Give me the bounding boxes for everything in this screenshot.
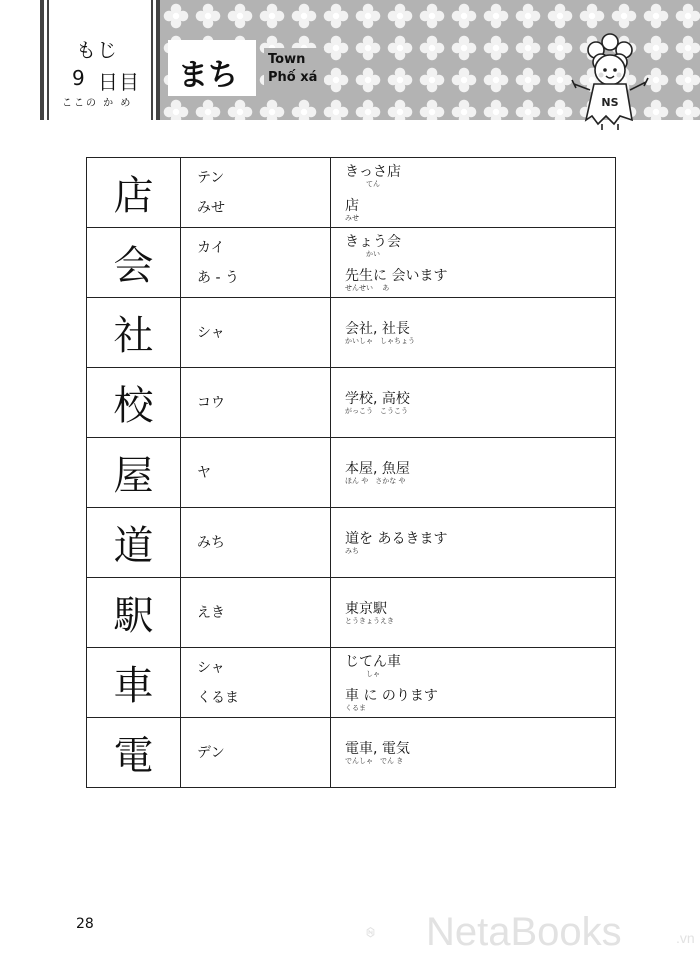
kanji-readings [181, 298, 331, 368]
example [345, 688, 615, 712]
header-bar [40, 0, 44, 120]
reading: シャ [197, 324, 225, 341]
kanji-character: 道 [87, 508, 181, 578]
kanji-character: 屋 [87, 438, 181, 508]
example-furigana: ほん や さかな や [345, 476, 406, 485]
mascot-illustration [568, 28, 652, 132]
kanji-character: 会 [87, 228, 181, 298]
reading: カイ [197, 239, 225, 256]
example [345, 321, 615, 345]
example-word: 本屋, 魚屋 [345, 460, 410, 477]
kanji-character: 校 [87, 368, 181, 438]
kanji-character: 店 [87, 158, 181, 228]
kanji-readings [181, 648, 331, 718]
example [345, 164, 615, 188]
example-furigana: せんせい あ [345, 283, 390, 292]
kanji-row [87, 368, 616, 438]
example [345, 461, 615, 485]
day-label: 日目 [98, 70, 140, 94]
example-furigana: みち [345, 546, 359, 555]
example-word: きっさ店 [345, 163, 401, 180]
page-number: 28 [76, 916, 94, 932]
subtitle-vietnamese: Phố xá [268, 70, 318, 85]
reading: テン [197, 169, 225, 186]
kanji-examples [331, 228, 616, 298]
kanji-row [87, 298, 616, 368]
example-word: 店 [345, 197, 359, 214]
kanji-row [87, 718, 616, 788]
kanji-row [87, 578, 616, 648]
example-furigana: とうきょうえき [345, 616, 394, 625]
example-word: 電車, 電気 [345, 740, 410, 757]
example-furigana: かいしゃ しゃちょう [345, 336, 415, 345]
kanji-examples [331, 298, 616, 368]
example-word: 道を あるきます [345, 530, 448, 547]
kanji-character: 駅 [87, 578, 181, 648]
example-furigana: くるま [345, 703, 366, 712]
example-word: 学校, 高校 [345, 390, 410, 407]
kanji-examples [331, 508, 616, 578]
example [345, 268, 615, 292]
reading: みち [197, 534, 225, 551]
example-furigana: かい [345, 249, 380, 258]
kanji-examples [331, 158, 616, 228]
kanji-examples [331, 578, 616, 648]
day-furigana: ここの か め [62, 98, 133, 109]
page-header [0, 0, 700, 120]
kanji-row [87, 438, 616, 508]
reading: えき [197, 604, 225, 621]
kanji-row [87, 508, 616, 578]
example-word: 先生に 会います [345, 267, 448, 284]
kanji-readings [181, 718, 331, 788]
kanji-readings [181, 158, 331, 228]
kanji-readings [181, 368, 331, 438]
reading: デン [197, 744, 225, 761]
reading: みせ [197, 199, 225, 216]
kanji-readings [181, 578, 331, 648]
example-furigana: がっこう こうこう [345, 406, 408, 415]
reading: あ - う [197, 269, 239, 286]
reading: コウ [197, 394, 225, 411]
kanji-readings [181, 228, 331, 298]
example [345, 198, 615, 222]
kanji-readings [181, 438, 331, 508]
watermark-logo-text: NetaBooks [426, 910, 622, 954]
reading: シャ [197, 659, 225, 676]
kanji-examples [331, 438, 616, 508]
example-word: きょう会 [345, 233, 401, 250]
kanji-character: 社 [87, 298, 181, 368]
day-number: 9 [72, 66, 85, 90]
page-title: まち [178, 58, 238, 93]
kanji-examples [331, 648, 616, 718]
example [345, 741, 615, 765]
reading: くるま [197, 689, 239, 706]
example-furigana: てん [345, 179, 380, 188]
example-word: 東京駅 [345, 600, 387, 617]
kanji-table [86, 157, 616, 788]
kanji-examples [331, 718, 616, 788]
kanji-examples [331, 368, 616, 438]
example-furigana: しゃ [345, 669, 380, 678]
kanji-character: 電 [87, 718, 181, 788]
category-label: もじ [76, 38, 118, 62]
reading: ヤ [197, 464, 211, 481]
kanji-row [87, 648, 616, 718]
example [345, 531, 615, 555]
header-bar [151, 0, 153, 120]
kanji-row [87, 158, 616, 228]
subtitle-english: Town [268, 52, 306, 67]
example-word: 車 に のります [345, 687, 438, 704]
example [345, 654, 615, 678]
example-word: 会社, 社長 [345, 320, 410, 337]
netabooks-logo-icon [366, 898, 426, 968]
example [345, 601, 615, 625]
example-word: じてん車 [345, 653, 401, 670]
watermark-logo-suffix: .vn [676, 930, 695, 946]
kanji-row [87, 228, 616, 298]
header-bar [47, 0, 49, 120]
kanji-character: 車 [87, 648, 181, 718]
example-furigana: みせ [345, 213, 359, 222]
header-bar [156, 0, 160, 120]
example [345, 234, 615, 258]
mascot-badge: NS [601, 96, 619, 109]
kanji-readings [181, 508, 331, 578]
example-furigana: でんしゃ でん き [345, 756, 404, 765]
example [345, 391, 615, 415]
